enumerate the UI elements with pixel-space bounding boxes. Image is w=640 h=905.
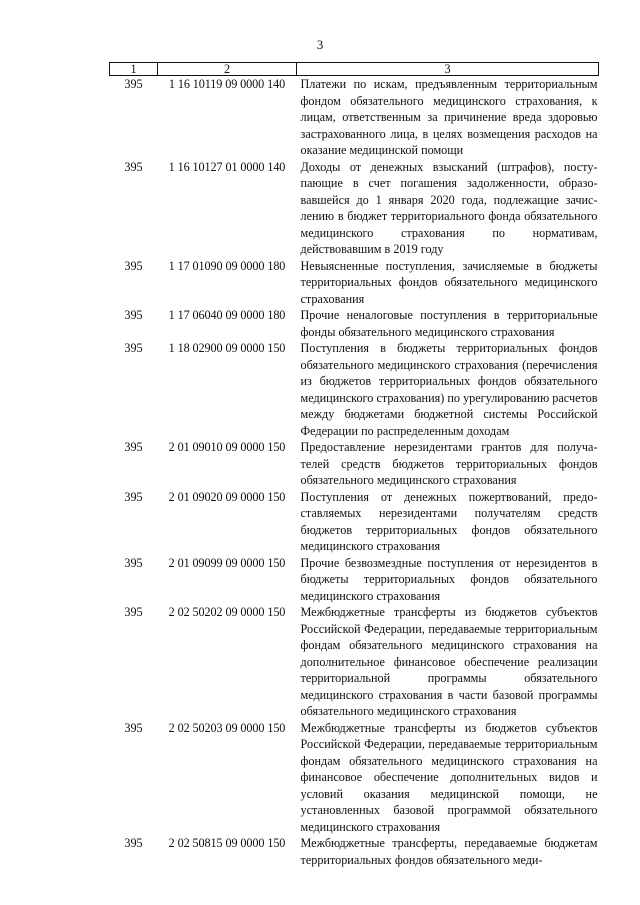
budget-code-cell: 2 02 50815 09 0000 150 <box>168 836 286 850</box>
description-cell: Доходы от денежных взысканий (штрафов), поступающие в счет погашения задолженности, образовавшейся до 1 января 2020 года, подлежащие зачислению в бюджет территориального фонда обязательного медицинского страхования по нормативам, действовавшим в 2019 году <box>300 159 598 256</box>
table-row <box>110 258 599 308</box>
budget-code-cell: 1 16 10119 09 0000 140 <box>168 77 286 91</box>
table-body <box>110 76 599 869</box>
header-col-3: 3 <box>297 63 599 76</box>
table-row <box>110 76 599 159</box>
budget-code-cell: 1 16 10127 01 0000 140 <box>168 159 286 174</box>
budget-code-cell: 2 02 50202 09 0000 150 <box>168 605 286 619</box>
description-cell: Невыясненные поступления, зачисляемые в бюджеты территориальных фондов обязательного медицинского страхования <box>300 258 598 306</box>
admin-code-cell: 395 <box>124 341 143 355</box>
page-number: 3 <box>316 37 324 52</box>
admin-code-cell: 395 <box>124 440 143 454</box>
admin-code-cell: 395 <box>124 258 143 273</box>
description-cell: Межбюджетные трансферты, передаваемые бюджетам территориальных фондов обязательного меди- <box>300 836 598 867</box>
description-cell: Межбюджетные трансферты из бюджетов субъектов Российской Федерации, передаваемые территориальным фондам обязательного медицинского страхования на дополнительное финансовое обеспечение реализации территориальной программы обязательного медицинского страхования в части базовой программы обязательного медицинского страхования <box>300 605 598 718</box>
table-row <box>110 835 599 868</box>
table-row <box>110 604 599 720</box>
budget-code-cell: 2 01 09020 09 0000 150 <box>168 489 286 504</box>
admin-code-cell: 395 <box>124 308 143 322</box>
table-row <box>110 439 599 489</box>
budget-code-cell: 1 17 01090 09 0000 180 <box>168 258 286 273</box>
description-cell: Поступления в бюджеты территориальных фондов обязательного медицинского страхования (перечисления из бюджетов территориальных фондов обязательного медицинского страхования) по урегулированию расчетов между бюджетами бюджетной системы Российской Федерации по распределенным доходам <box>300 341 598 438</box>
description-cell: Прочие неналоговые поступления в территориальные фонды обязательного медицинского страхования <box>300 308 598 339</box>
budget-code-cell: 1 17 06040 09 0000 180 <box>168 308 286 322</box>
admin-code-cell: 395 <box>124 489 143 504</box>
description-cell: Предоставление нерезидентами грантов для получателей средств бюджетов территориальных фондов обязательного медицинского страхования <box>300 440 598 487</box>
table-row <box>110 720 599 836</box>
admin-code-cell: 395 <box>124 159 143 174</box>
admin-code-cell: 395 <box>124 77 143 91</box>
budget-code-cell: 2 02 50203 09 0000 150 <box>168 720 286 735</box>
budget-code-cell: 1 18 02900 09 0000 150 <box>168 341 286 355</box>
header-col-2: 2 <box>158 63 297 76</box>
admin-code-cell: 395 <box>124 605 143 619</box>
budget-codes-table <box>109 62 599 868</box>
description-cell: Межбюджетные трансферты из бюджетов субъектов Российской Федерации, передаваемые территориальным фондам обязательного медицинского страхования на финансовое обеспечение дополнительных видов и условий оказания медицинской помощи, не установленных базовой программой обязательного медицинского страхования <box>300 720 598 834</box>
description-cell: Платежи по искам, предъявленным территориальным фондом обязательного медицинского страхования, к лицам, ответственным за причинение вреда здоровью застрахованного лица, в целях возмещения расходов на оказание медицинской помощи <box>300 77 598 157</box>
admin-code-cell: 395 <box>124 836 143 850</box>
description-cell: Поступления от денежных пожертвований, предоставляемых нерезидентами получателям средств бюджетов территориальных фондов обязательного медицинского страхования <box>300 489 598 553</box>
table-row <box>110 159 599 258</box>
table-header <box>110 63 599 76</box>
table-row <box>110 555 599 605</box>
admin-code-cell: 395 <box>124 720 143 735</box>
budget-code-cell: 2 01 09010 09 0000 150 <box>168 440 286 454</box>
table-row <box>110 340 599 439</box>
header-col-1: 1 <box>110 63 158 76</box>
budget-code-cell: 2 01 09099 09 0000 150 <box>168 555 286 570</box>
description-cell: Прочие безвозмездные поступления от нерезидентов в бюджеты территориальных фондов обязательного медицинского страхования <box>300 555 598 603</box>
header-row <box>110 63 599 76</box>
table-row <box>110 489 599 555</box>
table-row <box>110 307 599 340</box>
admin-code-cell: 395 <box>124 555 143 570</box>
